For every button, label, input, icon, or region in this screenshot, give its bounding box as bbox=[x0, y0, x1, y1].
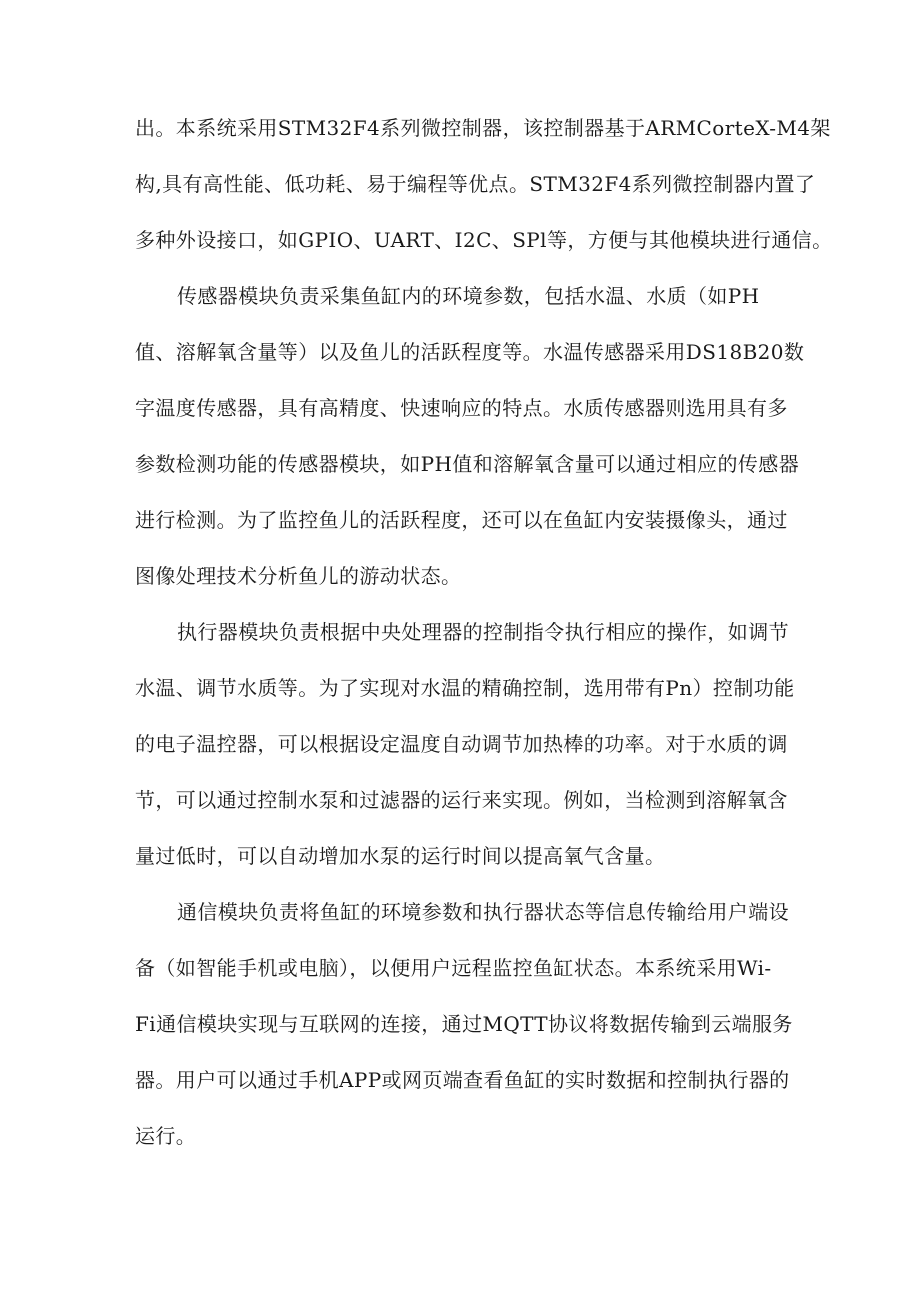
text-line: 水温、调节水质等。为了实现对水温的精确控制，选用带有Pn）控制功能 bbox=[135, 676, 795, 700]
text-line: 通信模块负责将鱼缸的环境参数和执行器状态等信息传输给用户端设 bbox=[177, 900, 789, 924]
text-line: 值、溶解氧含量等）以及鱼儿的活跃程度等。水温传感器采用DS18B20数 bbox=[135, 340, 805, 364]
text-line: 执行器模块负责根据中央处理器的控制指令执行相应的操作，如调节 bbox=[177, 620, 789, 644]
text-line: 运行。 bbox=[135, 1124, 197, 1148]
text-line: Fi通信模块实现与互联网的连接，通过MQTT协议将数据传输到云端服务 bbox=[135, 1012, 793, 1036]
text-line: 进行检测。为了监控鱼儿的活跃程度，还可以在鱼缸内安装摄像头，通过 bbox=[135, 508, 788, 532]
text-line: 器。用户可以通过手机APP或网页端查看鱼缸的实时数据和控制执行器的 bbox=[135, 1068, 790, 1092]
text-line: 出。本系统采用STM32F4系列微控制器，该控制器基于ARMCorteX-M4架 bbox=[135, 116, 831, 140]
text-line: 量过低时，可以自动增加水泵的运行时间以提高氧气含量。 bbox=[135, 844, 666, 868]
text-line: 节，可以通过控制水泵和过滤器的运行来实现。例如，当检测到溶解氧含 bbox=[135, 788, 788, 812]
text-line: 多种外设接口，如GPIO、UART、I2C、SPl等，方便与其他模块进行通信。 bbox=[135, 228, 833, 252]
text-line: 的电子温控器，可以根据设定温度自动调节加热棒的功率。对于水质的调 bbox=[135, 732, 788, 756]
text-line: 图像处理技术分析鱼儿的游动状态。 bbox=[135, 564, 462, 588]
text-line: 构,具有高性能、低功耗、易于编程等优点。STM32F4系列微控制器内置了 bbox=[135, 172, 816, 196]
text-line: 参数检测功能的传感器模块，如PH值和溶解氧含量可以通过相应的传感器 bbox=[135, 452, 800, 476]
text-line: 备（如智能手机或电脑），以便用户远程监控鱼缸状态。本系统采用Wi- bbox=[135, 956, 772, 980]
text-line: 传感器模块负责采集鱼缸内的环境参数，包括水温、水质（如PH bbox=[177, 284, 760, 308]
text-line: 字温度传感器，具有高精度、快速响应的特点。水质传感器则选用具有多 bbox=[135, 396, 788, 420]
